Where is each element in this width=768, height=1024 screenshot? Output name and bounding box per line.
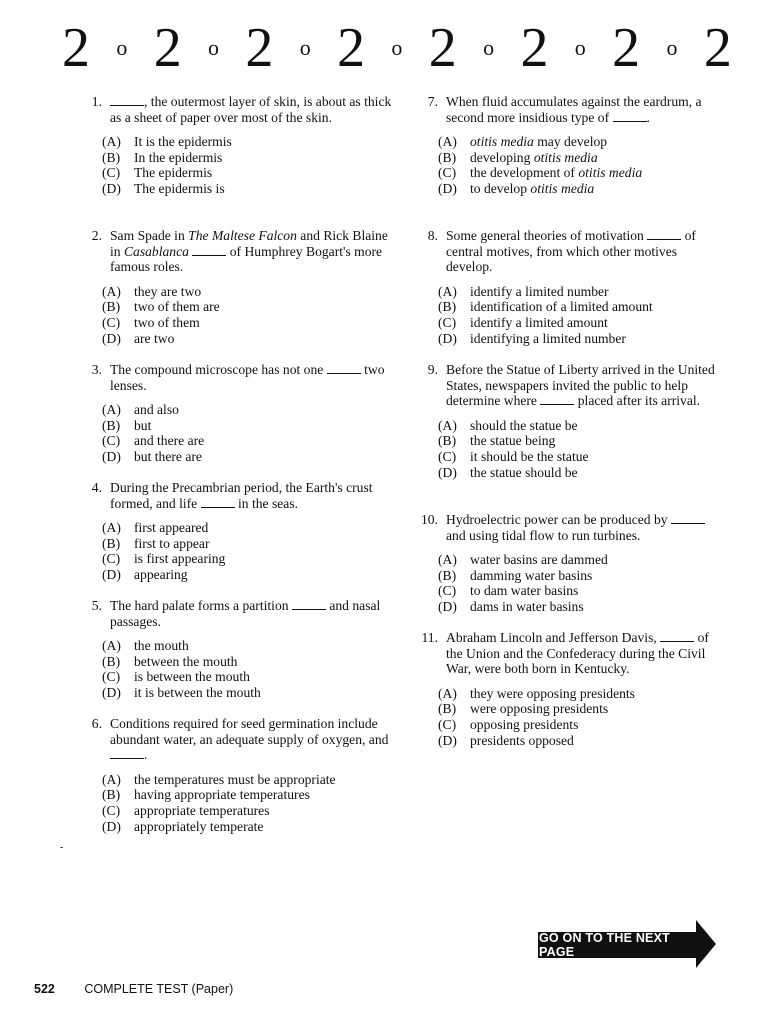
- option-text: the statue should be: [470, 464, 578, 480]
- answer-option[interactable]: [102, 331, 392, 347]
- option-text: identify a limited amount: [470, 314, 608, 330]
- answer-option[interactable]: [438, 701, 726, 717]
- option-text: the temperatures must be appropriate: [134, 771, 336, 787]
- option-letter: (D): [102, 448, 121, 464]
- question-text-segment: Before the Statue of Liberty arrived in the United States, newspapers invited the public to help determine where: [446, 362, 715, 409]
- question-text-segment: and nasal passages.: [110, 598, 381, 629]
- question-text: [102, 228, 392, 275]
- answer-option[interactable]: [438, 165, 726, 181]
- question-stem: [408, 228, 726, 275]
- option-text: but: [134, 417, 152, 433]
- question-text-segment: .: [646, 109, 650, 125]
- question-item: [408, 362, 726, 480]
- question-text: [102, 716, 392, 763]
- header-digit: 2: [153, 17, 182, 79]
- option-text: presidents opposed: [470, 732, 574, 748]
- question-stem: [72, 480, 392, 511]
- question-number: 1.: [91, 94, 102, 109]
- option-text: and also: [134, 402, 179, 418]
- option-text: the development of otitis media: [470, 165, 643, 181]
- question-text-segment: of Humphrey Bogart's more famous roles.: [110, 243, 383, 275]
- question-stem: [408, 512, 726, 543]
- answer-option[interactable]: [438, 465, 726, 481]
- footer-title: COMPLETE TEST (Paper): [84, 982, 234, 996]
- question-stem: [72, 228, 392, 275]
- question-item: [72, 362, 392, 465]
- answer-option[interactable]: [102, 418, 392, 434]
- question-text-segment: and Rick Blaine in: [110, 228, 388, 259]
- question-text-segment: Conditions required for seed germination include abundant water, an adequate supply of oxygen, and: [110, 716, 389, 747]
- option-letter: (A): [438, 552, 457, 568]
- answer-blank: [647, 229, 681, 240]
- answer-blank: [671, 513, 705, 524]
- question-text-segment: , the outermost layer of skin, is about as thick as a sheet of paper over most of the skin.: [110, 94, 392, 125]
- option-text: are two: [134, 330, 175, 346]
- question-number: 9.: [427, 362, 438, 377]
- option-letter: (A): [102, 283, 121, 299]
- option-letter: (D): [102, 180, 121, 196]
- header-digit: 2: [703, 17, 732, 79]
- header-dot: o: [299, 35, 311, 60]
- option-text: first appeared: [134, 520, 209, 536]
- question-text-segment: Some general theories of motivation: [446, 228, 648, 243]
- answer-option[interactable]: [438, 583, 726, 599]
- question-text-segment: The compound microscope has not one: [110, 362, 327, 377]
- answer-option[interactable]: [438, 331, 726, 347]
- option-text: appearing: [134, 566, 188, 582]
- answer-option[interactable]: [438, 150, 726, 166]
- stray-mark: -: [60, 842, 64, 853]
- option-letter: (A): [102, 402, 121, 418]
- option-text: they were opposing presidents: [470, 685, 635, 701]
- answer-option[interactable]: [102, 551, 392, 567]
- answer-blank: [660, 631, 694, 642]
- answer-option[interactable]: [102, 669, 392, 685]
- question-number: 3.: [91, 362, 102, 377]
- option-text: two of them are: [134, 299, 220, 315]
- option-text: In the epidermis: [134, 149, 223, 165]
- question-text: [438, 228, 726, 275]
- go-on-next-page-label: GO ON TO THE NEXT PAGE: [538, 932, 700, 958]
- answer-option[interactable]: [438, 717, 726, 733]
- question-text-segment: in the seas.: [234, 495, 299, 511]
- option-letter: (B): [102, 653, 121, 669]
- answer-option[interactable]: [438, 315, 726, 331]
- option-letter: (A): [438, 134, 457, 150]
- header-dot: o: [391, 35, 403, 60]
- question-text-segment: placed after its arrival.: [574, 393, 701, 409]
- answer-options: [72, 520, 392, 582]
- answer-options: [408, 552, 726, 614]
- option-text: to dam water basins: [470, 583, 579, 599]
- option-text: should the statue be: [470, 417, 578, 433]
- header-dot: o: [574, 35, 586, 60]
- option-text: it should be the statue: [470, 448, 589, 464]
- question-item: [408, 94, 726, 197]
- answer-option[interactable]: [102, 402, 392, 418]
- question-stem: [72, 362, 392, 393]
- answer-option[interactable]: [102, 284, 392, 300]
- page-number: 522: [34, 982, 55, 996]
- header-digit: 2: [62, 17, 90, 79]
- right-arrow-icon: [696, 920, 716, 968]
- answer-options: [408, 686, 726, 748]
- question-text: [102, 598, 392, 629]
- answer-blank: [613, 111, 647, 122]
- option-text: the statue being: [470, 433, 556, 449]
- answer-option[interactable]: [438, 299, 726, 315]
- question-number: 2.: [91, 228, 102, 243]
- answer-options: [72, 638, 392, 700]
- question-stem: [408, 94, 726, 125]
- option-text: is between the mouth: [134, 669, 250, 685]
- question-text-segment: and using tidal flow to run turbines.: [446, 527, 641, 543]
- question-item: [408, 228, 726, 346]
- option-text: having appropriate temperatures: [134, 787, 310, 803]
- answer-option[interactable]: [102, 685, 392, 701]
- question-item: [408, 512, 726, 615]
- option-text: It is the epidermis: [134, 134, 232, 150]
- answer-option[interactable]: [102, 181, 392, 197]
- option-text: to develop otitis media: [470, 180, 595, 196]
- option-letter: (C): [438, 314, 457, 330]
- option-letter: (B): [438, 433, 457, 449]
- question-text: [102, 480, 392, 511]
- option-letter: (D): [438, 598, 457, 614]
- answer-option[interactable]: [102, 536, 392, 552]
- question-text-segment: two lenses.: [110, 362, 385, 393]
- header-dot: o: [116, 35, 128, 60]
- question-number: 4.: [91, 480, 102, 495]
- question-text-segment: Casablanca: [123, 243, 189, 259]
- option-letter: (A): [102, 638, 121, 654]
- option-letter: (C): [102, 669, 121, 685]
- answer-blank: [292, 599, 326, 610]
- answer-option[interactable]: [102, 567, 392, 583]
- option-letter: (D): [438, 330, 457, 346]
- question-number: 7.: [427, 94, 438, 109]
- option-letter: (D): [438, 732, 457, 748]
- answer-option[interactable]: [102, 787, 392, 803]
- option-letter: (A): [102, 134, 121, 150]
- question-text: [438, 362, 726, 409]
- question-text: [102, 362, 392, 393]
- answer-option[interactable]: [102, 819, 392, 835]
- question-text-segment: The Maltese Falcon: [188, 228, 297, 243]
- option-text: the mouth: [134, 638, 189, 654]
- option-letter: (B): [102, 535, 121, 551]
- question-number: 8.: [427, 228, 438, 243]
- question-text-segment: During the Precambrian period, the Earth's crust formed, and life: [110, 480, 373, 511]
- answer-option[interactable]: [438, 552, 726, 568]
- option-letter: (C): [102, 433, 121, 449]
- question-text: [438, 630, 726, 677]
- question-text-segment: .: [144, 747, 148, 763]
- option-letter: (C): [438, 583, 457, 599]
- answer-option[interactable]: [102, 299, 392, 315]
- answer-blank: [110, 95, 144, 106]
- option-text: two of them: [134, 314, 200, 330]
- option-text: but there are: [134, 448, 202, 464]
- answer-option[interactable]: [102, 638, 392, 654]
- answer-option[interactable]: [102, 150, 392, 166]
- answer-blank: [110, 748, 144, 759]
- option-text: identify a limited number: [470, 283, 609, 299]
- answer-option[interactable]: [438, 449, 726, 465]
- option-letter: (C): [102, 314, 121, 330]
- option-letter: (B): [438, 149, 457, 165]
- option-letter: (D): [438, 180, 457, 196]
- question-stem: [72, 716, 392, 763]
- question-text-segment: Abraham Lincoln and Jefferson Davis,: [446, 630, 661, 645]
- option-letter: (D): [438, 464, 457, 480]
- answer-option[interactable]: [438, 134, 726, 150]
- question-item: [408, 630, 726, 748]
- option-letter: (B): [102, 787, 121, 803]
- header-dot: o: [483, 35, 495, 60]
- option-text: The epidermis: [134, 165, 213, 181]
- section-header-band: [62, 18, 732, 78]
- option-letter: (C): [438, 448, 457, 464]
- option-text: appropriate temperatures: [134, 802, 270, 818]
- answer-options: [408, 418, 726, 480]
- question-text-segment: of the Union and the Confederacy during the Civil War, were both born in Kentucky.: [446, 630, 709, 677]
- option-letter: (A): [438, 685, 457, 701]
- answer-option[interactable]: [438, 284, 726, 300]
- option-letter: (A): [102, 520, 121, 536]
- answer-option[interactable]: [102, 315, 392, 331]
- option-text: between the mouth: [134, 653, 238, 669]
- option-letter: (B): [438, 701, 457, 717]
- option-letter: (D): [102, 684, 121, 700]
- answer-option[interactable]: [102, 772, 392, 788]
- option-letter: (A): [438, 417, 457, 433]
- header-digit: 2: [337, 17, 366, 79]
- answer-option[interactable]: [102, 654, 392, 670]
- answer-options: [72, 134, 392, 196]
- option-text: identifying a limited number: [470, 330, 626, 346]
- option-text: appropriately temperate: [134, 818, 264, 834]
- answer-blank: [192, 245, 226, 256]
- answer-option[interactable]: [438, 733, 726, 749]
- question-number: 6.: [91, 716, 102, 731]
- option-letter: (C): [438, 716, 457, 732]
- option-text: were opposing presidents: [470, 701, 609, 717]
- question-text-segment: Hydroelectric power can be produced by: [446, 512, 671, 527]
- answer-option[interactable]: [438, 418, 726, 434]
- answer-options: [408, 284, 726, 346]
- answer-options: [72, 772, 392, 834]
- header-digit: 2: [428, 17, 457, 79]
- option-text: opposing presidents: [470, 716, 579, 732]
- question-text-segment: Sam Spade in: [110, 228, 189, 243]
- question-text: [438, 512, 726, 543]
- option-letter: (C): [102, 551, 121, 567]
- answer-option[interactable]: [438, 433, 726, 449]
- answer-options: [72, 402, 392, 464]
- question-item: [72, 716, 392, 834]
- option-letter: (C): [102, 802, 121, 818]
- go-on-next-page-button[interactable]: [538, 920, 718, 966]
- question-text: [438, 94, 726, 125]
- option-letter: (D): [102, 566, 121, 582]
- answer-option[interactable]: [102, 134, 392, 150]
- question-stem: [72, 94, 392, 125]
- option-text: identification of a limited amount: [470, 299, 653, 315]
- question-text: [102, 94, 392, 125]
- answer-blank: [540, 394, 574, 405]
- answer-option[interactable]: [102, 165, 392, 181]
- question-item: [72, 94, 392, 197]
- header-dot: o: [208, 35, 220, 60]
- header-digit: 2: [245, 17, 274, 79]
- option-text: water basins are dammed: [470, 552, 608, 568]
- question-stem: [72, 598, 392, 629]
- page-footer: [34, 982, 233, 996]
- question-text-segment: When fluid accumulates against the eardrum, a second more insidious type of: [446, 94, 702, 125]
- question-item: [72, 598, 392, 701]
- question-number: 10.: [421, 512, 438, 527]
- answer-blank: [327, 363, 361, 374]
- answer-option[interactable]: [102, 803, 392, 819]
- option-letter: (B): [102, 149, 121, 165]
- question-text-segment: The hard palate forms a partition: [110, 598, 292, 613]
- answer-options: [72, 284, 392, 346]
- question-stem: [408, 362, 726, 409]
- option-letter: (A): [438, 283, 457, 299]
- option-text: it is between the mouth: [134, 684, 261, 700]
- option-text: developing otitis media: [470, 149, 598, 165]
- answer-option[interactable]: [438, 181, 726, 197]
- header-digit: 2: [520, 17, 549, 79]
- answer-option[interactable]: [438, 686, 726, 702]
- option-text: is first appearing: [134, 551, 226, 567]
- question-item: [72, 480, 392, 583]
- question-text-segment: of central motives, from which other motives develop.: [446, 228, 696, 275]
- answer-option[interactable]: [102, 520, 392, 536]
- option-letter: (D): [102, 330, 121, 346]
- option-letter: (D): [102, 818, 121, 834]
- option-letter: (B): [438, 567, 457, 583]
- option-letter: (B): [102, 299, 121, 315]
- answer-option[interactable]: [102, 449, 392, 465]
- option-text: damming water basins: [470, 567, 593, 583]
- option-text: they are two: [134, 283, 202, 299]
- answer-options: [408, 134, 726, 196]
- option-text: and there are: [134, 433, 205, 449]
- header-dot: o: [666, 35, 678, 60]
- question-item: [72, 228, 392, 346]
- question-stem: [408, 630, 726, 677]
- option-text: otitis media may develop: [470, 134, 608, 150]
- option-letter: (B): [102, 417, 121, 433]
- option-text: dams in water basins: [470, 598, 584, 614]
- option-text: first to appear: [134, 535, 210, 551]
- option-letter: (B): [438, 299, 457, 315]
- option-text: The epidermis is: [134, 180, 225, 196]
- option-letter: (A): [102, 771, 121, 787]
- question-number: 11.: [421, 630, 438, 645]
- answer-option[interactable]: [438, 599, 726, 615]
- answer-blank: [201, 497, 235, 508]
- answer-option[interactable]: [102, 433, 392, 449]
- question-number: 5.: [91, 598, 102, 613]
- option-letter: (C): [102, 165, 121, 181]
- header-digit: 2: [612, 17, 641, 79]
- answer-option[interactable]: [438, 568, 726, 584]
- option-letter: (C): [438, 165, 457, 181]
